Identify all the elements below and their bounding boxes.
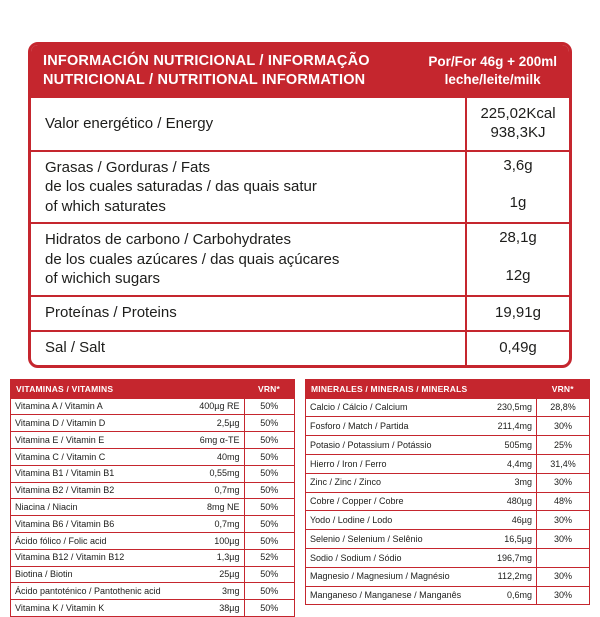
header — [31, 45, 569, 98]
vitamin-row-amount: 25µg — [178, 566, 245, 583]
vitamin-row — [11, 398, 295, 415]
nutrient-value — [480, 105, 555, 143]
nutrient-value-line: 0,49g — [499, 338, 537, 356]
minerals-vrn-header: VRN* — [537, 379, 590, 398]
nutrition-row — [31, 295, 569, 330]
vitamin-row-amount: 100µg — [178, 533, 245, 550]
nutrient-subname: of wichich sugars — [45, 270, 161, 288]
mineral-row-name: Manganeso / Manganese / Manganês — [306, 586, 471, 605]
vitamin-row-amount: 38µg — [178, 600, 245, 617]
mineral-row-amount: 46µg — [470, 511, 537, 530]
nutrition-row-value — [465, 152, 569, 223]
mineral-row-name: Calcio / Cálcio / Calcium — [306, 398, 471, 417]
mineral-row — [306, 436, 590, 455]
nutrient-value-line: 3,6g — [503, 156, 533, 174]
mineral-row — [306, 473, 590, 492]
nutrition-row — [31, 330, 569, 365]
vitamin-row-amount: 400µg RE — [178, 398, 245, 415]
vitamin-row — [11, 583, 295, 600]
nutrient-name: Grasas / Gorduras / Fats — [45, 158, 211, 176]
mineral-row-vrn: 28,8% — [537, 398, 590, 417]
vitamin-row — [11, 482, 295, 499]
mineral-row-amount: 4,4mg — [470, 455, 537, 474]
vitamin-row-vrn: 50% — [244, 499, 295, 516]
vitamin-row-vrn: 50% — [244, 398, 295, 415]
vitamin-row-vrn: 50% — [244, 482, 295, 499]
vitamin-row-vrn: 50% — [244, 583, 295, 600]
minerals-header: MINERALES / MINERAIS / MINERALS — [306, 379, 537, 398]
nutrient-name: Hidratos de carbono / Carbohydrates — [45, 231, 291, 249]
vitamins-header: VITAMINAS / VITAMINS — [11, 379, 245, 398]
nutrient-value-line: 28,1g — [499, 229, 537, 247]
nutrient-subname: of which saturates — [45, 197, 166, 215]
vitamin-row-amount: 0,7mg — [178, 516, 245, 533]
nutrient-value — [499, 229, 537, 248]
vitamin-row — [11, 415, 295, 432]
mineral-row-amount: 3mg — [470, 473, 537, 492]
mineral-row-amount: 112,2mg — [470, 567, 537, 586]
mineral-row-name: Selenio / Selenium / Selênio — [306, 530, 471, 549]
nutrition-row-label — [31, 152, 465, 223]
nutrition-row-value — [465, 332, 569, 365]
mineral-row — [306, 567, 590, 586]
main-nutrition-table — [31, 98, 569, 365]
vitamin-row-vrn: 50% — [244, 516, 295, 533]
header-title — [43, 52, 370, 90]
vitamin-row-amount: 1,3µg — [178, 549, 245, 566]
mineral-row-vrn: 30% — [537, 417, 590, 436]
vitamin-row — [11, 516, 295, 533]
vitamins-table — [10, 379, 295, 617]
mineral-row-amount: 16,5µg — [470, 530, 537, 549]
vitamin-row — [11, 549, 295, 566]
vitamin-row-amount: 8mg NE — [178, 499, 245, 516]
mineral-row-name: Fosforo / Match / Partida — [306, 417, 471, 436]
vitamin-row-vrn: 50% — [244, 600, 295, 617]
mineral-row-name: Sodio / Sodium / Sódio — [306, 549, 471, 568]
vitamin-row-vrn: 50% — [244, 415, 295, 432]
mineral-row — [306, 549, 590, 568]
mineral-row — [306, 586, 590, 605]
vitamin-row-name: Vitamina B1 / Vitamin B1 — [11, 465, 178, 482]
serving-info — [428, 53, 557, 88]
mineral-row-vrn: 30% — [537, 530, 590, 549]
vitamin-row — [11, 600, 295, 617]
serving-line1: Por/For 46g + 200ml — [428, 54, 557, 70]
mineral-row-vrn: 48% — [537, 492, 590, 511]
nutrition-row-value — [465, 224, 569, 295]
vitamin-row-vrn: 50% — [244, 533, 295, 550]
mineral-row-amount: 0,6mg — [470, 586, 537, 605]
nutrient-subvalue: 12g — [505, 266, 531, 284]
nutrition-row-label — [31, 332, 465, 365]
mineral-row-vrn: 30% — [537, 586, 590, 605]
nutrition-row — [31, 222, 569, 295]
nutrient-value-line: 938,3KJ — [490, 123, 546, 141]
mineral-row-vrn: 30% — [537, 511, 590, 530]
vitamin-row-name: Vitamina A / Vitamin A — [11, 398, 178, 415]
nutrient-subname: de los cuales azúcares / das quais açúcares — [45, 250, 340, 268]
vitamin-row-vrn: 50% — [244, 465, 295, 482]
nutrition-row-label — [31, 98, 465, 150]
vitamin-row-name: Vitamina B2 / Vitamin B2 — [11, 482, 178, 499]
vitamin-row-vrn: 50% — [244, 432, 295, 449]
nutrition-row — [31, 98, 569, 150]
serving-line2: leche/leite/milk — [444, 71, 541, 87]
vitamin-row-amount: 40mg — [178, 449, 245, 466]
vitamin-row — [11, 449, 295, 466]
vitamin-row-amount: 6mg α-TE — [178, 432, 245, 449]
mineral-row — [306, 417, 590, 436]
mineral-row — [306, 530, 590, 549]
nutrition-row — [31, 150, 569, 223]
vitamin-row-amount: 2,5µg — [178, 415, 245, 432]
nutrient-value-line: 225,02Kcal — [480, 104, 556, 122]
vitamins-header-row — [11, 379, 295, 398]
mineral-row-name: Potasio / Potassium / Potássio — [306, 436, 471, 455]
nutrient-name: Valor energético / Energy — [45, 114, 214, 132]
header-title-line2: NUTRICIONAL / NUTRITIONAL INFORMATION — [43, 71, 366, 88]
mineral-row-name: Magnesio / Magnesium / Magnésio — [306, 567, 471, 586]
mineral-row — [306, 455, 590, 474]
mineral-row-amount: 505mg — [470, 436, 537, 455]
vitamin-row-name: Niacina / Niacin — [11, 499, 178, 516]
nutrition-row-value — [465, 297, 569, 330]
vitamin-row-amount: 3mg — [178, 583, 245, 600]
mineral-row-vrn: 30% — [537, 567, 590, 586]
nutrient-value — [495, 304, 541, 323]
mineral-row-amount: 480µg — [470, 492, 537, 511]
vitamins-vrn-header: VRN* — [244, 379, 295, 398]
vitamin-row — [11, 499, 295, 516]
mineral-row-vrn — [537, 549, 590, 568]
vitamin-row-amount: 0,7mg — [178, 482, 245, 499]
nutrition-row-label — [31, 297, 465, 330]
vitamin-row-name: Biotina / Biotin — [11, 566, 178, 583]
mineral-row-amount: 196,7mg — [470, 549, 537, 568]
mineral-row-vrn: 30% — [537, 473, 590, 492]
main-nutrition-box — [28, 42, 572, 368]
nutrient-name: Proteínas / Proteins — [45, 304, 177, 322]
mineral-row-name: Zinc / Zinc / Zinco — [306, 473, 471, 492]
vitamin-row — [11, 566, 295, 583]
nutrient-subname: de los cuales saturadas / das quais satur — [45, 178, 317, 196]
nutrition-row-label — [31, 224, 465, 295]
mineral-row-name: Cobre / Copper / Cobre — [306, 492, 471, 511]
nutrient-value-line: 19,91g — [495, 303, 541, 321]
mineral-row — [306, 492, 590, 511]
minerals-header-row — [306, 379, 590, 398]
nutrient-value — [499, 339, 537, 358]
vitamin-row-vrn: 52% — [244, 549, 295, 566]
mineral-row-amount: 230,5mg — [470, 398, 537, 417]
vitamin-row-name: Vitamina B6 / Vitamin B6 — [11, 516, 178, 533]
vitamin-row-vrn: 50% — [244, 449, 295, 466]
mineral-row — [306, 398, 590, 417]
minerals-table — [305, 379, 590, 606]
vitamin-row-vrn: 50% — [244, 566, 295, 583]
nutrient-subvalue: 1g — [509, 194, 527, 212]
vitamin-row-name: Vitamina K / Vitamin K — [11, 600, 178, 617]
vitamin-row-name: Vitamina D / Vitamin D — [11, 415, 178, 432]
mineral-row-vrn: 31,4% — [537, 455, 590, 474]
vitamin-row — [11, 465, 295, 482]
mineral-row-name: Yodo / Lodine / Lodo — [306, 511, 471, 530]
nutrition-row-value — [465, 98, 569, 150]
vitamin-row-name: Ácido fólico / Folic acid — [11, 533, 178, 550]
nutrient-value — [503, 157, 532, 176]
vitamin-row-name: Vitamina B12 / Vitamin B12 — [11, 549, 178, 566]
vitamin-row-name: Ácido pantoténico / Pantothenic acid — [11, 583, 178, 600]
mineral-row-vrn: 25% — [537, 436, 590, 455]
vitamin-row — [11, 432, 295, 449]
vitamin-row — [11, 533, 295, 550]
header-title-line1: INFORMACIÓN NUTRICIONAL / INFORMAÇÃO — [43, 53, 370, 69]
nutrient-name: Sal / Salt — [45, 339, 106, 357]
vitamin-row-name: Vitamina E / Vitamin E — [11, 432, 178, 449]
vitamin-row-amount: 0,55mg — [178, 465, 245, 482]
mineral-row — [306, 511, 590, 530]
mineral-row-amount: 211,4mg — [470, 417, 537, 436]
micronutrient-tables — [10, 379, 590, 617]
vitamin-row-name: Vitamina C / Vitamin C — [11, 449, 178, 466]
mineral-row-name: Hierro / Iron / Ferro — [306, 455, 471, 474]
